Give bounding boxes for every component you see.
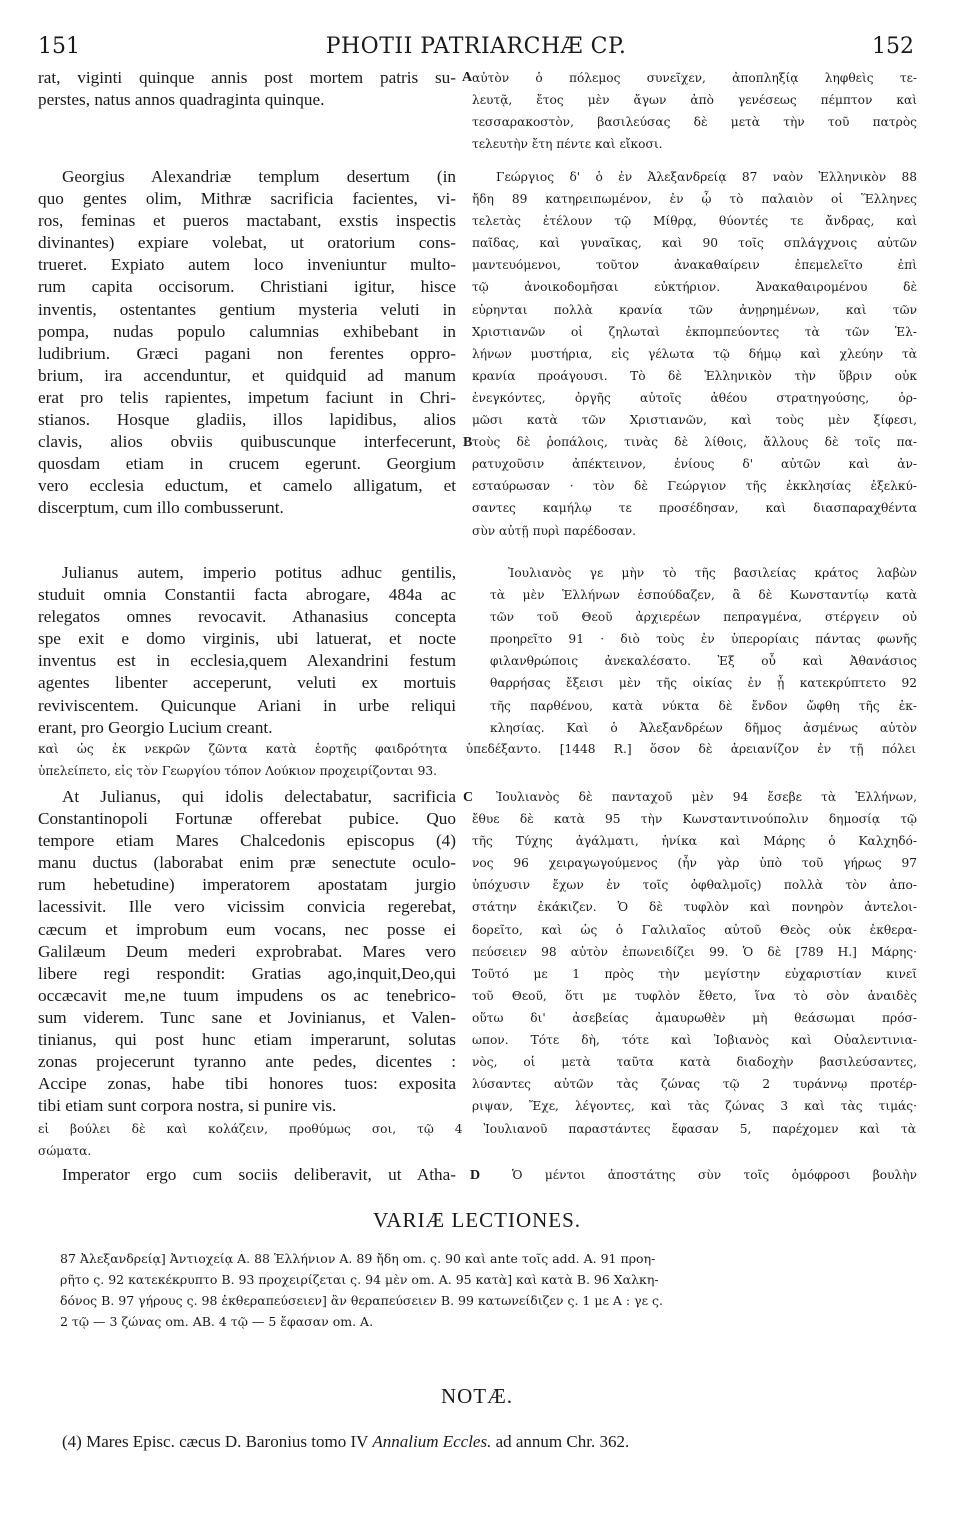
text-line: ὑπόχυσιν ἔχων ἐν τοῖς ὀφθαλμοῖς) πολλὰ τὸν ἀπο- <box>472 878 917 893</box>
variant-line: 2 τῷ — 3 ζώνας om. AB. 4 τῷ — 5 ἔφασαν om. A. <box>60 1314 374 1329</box>
margin-marker-c: C <box>463 790 474 805</box>
text-line: λήνων μυστήρια, εἰς γέλωτα τῷ δήμῳ καὶ χλεύην τὰ <box>472 346 917 361</box>
text-line: τελετὰς ἐτέλουν τῷ Μίθρᾳ, θύοντές τε ἄνδρας, καὶ <box>472 214 917 229</box>
text-line: At Julianus, qui idolis delectabatur, sacrificia <box>62 787 456 806</box>
footnote-text-end: ad annum Chr. 362. <box>491 1432 630 1451</box>
text-line: τοῦ Θεοῦ, ὅτι με τυφλὸν ἔθετο, ἵνα τὸ σὸν ἀναιδὲς <box>472 988 917 1003</box>
text-line: brium, ira accenduntur, et quidquid ad manum <box>38 365 456 385</box>
text-line: quosdam etiam in crucem egerunt. Georgium <box>38 454 456 474</box>
variant-line: 87 Ἀλεξανδρείᾳ] Ἀντιοχείᾳ A. 88 Ἑλλήνιον A. 89 ἤδη om. ς. 90 καὶ ante τοῖς add. A. 91 προη- <box>60 1251 656 1266</box>
text-line: ros, feminas et pueros mactabant, exstis inspectis <box>38 211 456 231</box>
text-line: ρατυχοῦσιν ἀπέκτεινον, ἐνίους δ' αὐτῶν καὶ ἀν- <box>472 457 917 472</box>
text-line: κλησίας. Καὶ ὁ Ἀλεξανδρέων δῆμος ἀσμένως αὐτὸν <box>490 720 917 735</box>
text-line: relegatos omnes revocavit. Athanasius concepta <box>38 607 456 627</box>
margin-marker-b: B <box>463 435 473 450</box>
text-line: Georgius Alexandriæ templum desertum (in <box>62 167 456 186</box>
running-title: PHOTII PATRIARCHÆ CP. <box>325 34 627 59</box>
text-line: νος 96 χειραγωγούμενος (ἦν γὰρ ὑπὸ τοῦ γήρως 97 <box>472 856 917 871</box>
margin-marker-d: D <box>470 1168 481 1183</box>
text-line: προηρεῖτο 91 · διὸ τοὺς ἐν ὑπερορίαις πάντας φωνῆς <box>490 632 917 647</box>
text-line: αὐτὸν ὁ πόλεμος συνεῖχεν, ἀποπληξίᾳ ληφθεὶς τε- <box>472 71 917 85</box>
text-line: lacessivit. Ille vero vicissim convicia regerebat, <box>38 897 456 917</box>
text-line: πεύσειεν 98 αὐτὸν ἐπωνειδίζει 99. Ὁ δὲ [789 H.] Μάρης· <box>472 944 917 959</box>
text-line: tempore etiam Mares Chalcedonis episcopus (4) <box>38 831 456 851</box>
footnote-text: (4) Mares Episc. cæcus D. Baronius tomo IV <box>62 1432 373 1451</box>
text-line: θαρρήσας ἔξεισι μὲν τῆς οἰκίας ἐν ᾗ κατεκρύπτετο 92 <box>490 676 917 691</box>
text-line: spe exit e domo virginis, ubi latuerat, et nocte <box>38 629 456 649</box>
text-line: τὰ μὲν Ἑλλήνων ἐσπούδαζεν, ἃ δὲ Κωνσταντίῳ κατὰ <box>490 588 917 603</box>
text-line: perstes, natus annos quadraginta quinque. <box>38 90 325 110</box>
text-line: φιλανθρώποις ἀνεκαλέσατο. Ἐξ οὗ καὶ Ἀθανάσιος <box>490 654 917 669</box>
latin-column-block-4 <box>38 786 456 1117</box>
text-line: zonas projecerunt tyranno ante pedes, dicentes : <box>38 1052 456 1072</box>
text-line: Ἰουλιανὸς γε μὴν τὸ τῆς βασιλείας κράτος λαβὼν <box>508 566 917 580</box>
notae-heading: NOTÆ. <box>440 1384 514 1408</box>
text-line: rum hebetudine) imperatorem apostatam jurgio <box>38 875 456 895</box>
text-line: inventis, ostentantes gentium mysteria veluti in <box>38 299 456 319</box>
variant-line: ρῆτο ς. 92 κατεκέκρυπτο B. 93 προχειρίζεται ς. 94 μὲν om. A. 95 κατὰ] καὶ κατὰ B. 96 Χαλκη- <box>60 1272 659 1287</box>
text-line: λύσαντες αὐτῶν τὰς ζώνας τῷ 2 τυράννῳ προτέρ- <box>472 1077 917 1092</box>
text-line: ριψαν, Ἔχε, λέγοντες, καὶ τὰς ζώνας 3 καὶ τὰς τιμάς· <box>472 1099 917 1114</box>
text-line: καὶ ὡς ἐκ νεκρῶν ζῶντα κατὰ ἑορτῆς φαιδρότητα ὑπεδέξαντο. [1448 R.] ὅσον δὲ ἀρειανίζον ἐν τῇ πόλει <box>38 742 916 756</box>
text-line: cæcum et improbum eum vocans, nec posse ei <box>38 919 456 939</box>
latin-column-last <box>38 1164 456 1186</box>
greek-column-block-4 <box>472 786 917 1117</box>
text-line: studuit omnia Constantii facta abrogare, 484a ac <box>38 585 456 605</box>
text-line: pompa, nudas populo calumnias exhibebant in <box>38 321 456 341</box>
variae-lectiones-list <box>60 1248 920 1332</box>
right-page-number: 152 <box>872 34 914 59</box>
greek-column-block-1 <box>472 67 917 155</box>
text-line: μαντευόμενοι, τοῦτον ἀνακαθαίρειν ἐπεμελεῖτο ἐπὶ <box>472 258 917 273</box>
text-line: νὸς, οἱ μετὰ ταῦτα κατὰ διαδοχὴν βασιλεύσαντες, <box>472 1055 917 1070</box>
text-line: manu ductus (laborabat enim præ senectute oculo- <box>38 853 456 873</box>
text-line: ἐνεγκόντες, ὀργῆς αὐτοῖς ἀθέου στρατηγούσης, ὁρ- <box>472 390 917 405</box>
text-line: libere regi respondit: Gratias ago,inquit,Deo,qui <box>38 963 456 983</box>
text-line: rum capita occisorum. Christiani igitur, hisce <box>38 277 456 297</box>
text-line: τοὺς δὲ ῥοπάλοις, τινὰς δὲ λίθοις, ἄλλους δὲ τοῖς πα- <box>472 435 917 450</box>
text-line: Constantinopoli Fortunæ offerebat pubice. Quo <box>38 809 456 829</box>
text-line: rat, viginti quinque annis post mortem patris su- <box>38 68 456 87</box>
text-line: σώματα. <box>38 1144 92 1158</box>
text-line: τῶν τοῦ Θεοῦ ἀρχιερέων πεπραγμένα, στέργειν οὐ <box>490 610 917 625</box>
text-line: σὺν αὐτῇ πυρὶ παρέδοσαν. <box>472 523 637 538</box>
text-line: οὕτω δι' ἀσεβείας ἀμαυρωθὲν μὴ θεάσωμαι πρόσ- <box>472 1010 917 1025</box>
text-line: tinianus, qui post hunc etiam imperarunt, solutas <box>38 1030 456 1050</box>
text-line: ludibrium. Græci pagani non ferentes oppro- <box>38 343 456 363</box>
text-line: στάτην ἐκάκιζεν. Ὁ δὲ τυφλὸν καὶ πονηρὸν ἀντελοι- <box>472 900 917 915</box>
text-line: clavis, alios obviis quibuscunque interfecerunt, <box>38 432 456 452</box>
greek-column-block-3 <box>490 562 917 739</box>
latin-column-block-3 <box>38 562 456 739</box>
text-line: κρανία προάγουσι. Τὸ δὲ Ἑλληνικὸν τὴν ὕβριν οὐκ <box>472 368 917 383</box>
text-line: erat pro telis rapientes, impetum faciunt in Chri- <box>38 387 456 407</box>
text-line: Accipe zonas, habe tibi honores tuos: exposita <box>38 1074 456 1094</box>
text-line: εὑρηνται πολλὰ κρανία τῶν ἀνῃρημένων, καὶ τῶν <box>472 302 917 317</box>
latin-column-block-2 <box>38 166 456 520</box>
text-line: Χριστιανῶν οἱ ζηλωταὶ ἐκπομπεύοντες τὰ τῶν Ἑλ- <box>472 324 917 339</box>
text-line: παῖδας, καὶ γυναῖκας, καὶ 90 τοῖς σπλάγχνοις αὐτῶν <box>472 236 917 251</box>
text-line: Julianus autem, imperio potitus adhuc gentilis, <box>62 563 456 582</box>
text-line: τῆς Τύχης ἀγάλματι, ἡνίκα καὶ Μάρης ὁ Καλχηδό- <box>472 834 917 849</box>
text-line: Ὁ μέντοι ἀποστάτης σὺν τοῖς ὁμόφροσι βουλὴν <box>512 1168 917 1182</box>
text-line: ἔθυε δὲ κατὰ 95 τὴν Κωνσταντινούπολιν δημοσίᾳ τῷ <box>472 812 917 827</box>
text-line: εἰ βούλει δὲ καὶ κολάζειν, προθύμως σοι, τῷ 4 Ἰουλιανοῦ παραστάντες ἔφασαν 5, παρέχομεν καὶ τὰ <box>38 1122 916 1136</box>
text-line: ωπον. Τότε δὴ, τότε καὶ Ἰοβιανὸς καὶ Οὐαλεντινια- <box>472 1033 917 1048</box>
left-page-number: 151 <box>38 34 80 59</box>
text-line: trueret. Expiato autem loco inveniuntur multo- <box>38 255 456 275</box>
full-width-greek-block-2 <box>38 1118 916 1162</box>
text-line: Imperator ergo cum sociis deliberavit, ut Atha- <box>62 1165 456 1184</box>
text-line: erant, pro Georgio Lucium creant. <box>38 717 273 737</box>
text-line: divinantes) expiare volebat, ut oratorium cons- <box>38 233 456 253</box>
text-line: Galilæum Deum mederi exprobrabat. Mares vero <box>38 941 456 961</box>
page-header <box>38 34 914 64</box>
text-line: tibi etiam sunt corpora nostra, si punire vis. <box>38 1096 337 1116</box>
text-line: δορεῖτο, καὶ ὡς ὁ Γαλιλαῖος αὐτοῦ Θεὸς οὐκ ἐκθερα- <box>472 922 917 937</box>
text-line: occæcavit me,ne tuum impudens os ac tenebrico- <box>38 985 456 1005</box>
text-line: τεσσαρακοστὸν, βασιλεύσας δὲ μετὰ τὴν τοῦ πατρὸς <box>472 115 917 130</box>
text-line: inventus est in ecclesia,quem Alexandrini festum <box>38 651 456 671</box>
text-line: agentes libenter acceperunt, veluti ex mortuis <box>38 673 456 693</box>
variant-line: δόνος B. 97 γήρους ς. 98 ἐκθεραπεύσειεν] ἂν θεραπεύσειεν B. 99 κατωνείδιζεν ς. 1 με A : γε ς. <box>60 1293 664 1308</box>
greek-column-block-2 <box>472 166 917 542</box>
text-line: ἤδη 89 κατηρειπωμένον, ἐν ᾧ τὸ παλαιὸν οἱ Ἕλληνες <box>472 192 917 207</box>
greek-column-last <box>512 1164 917 1186</box>
text-line: Γεώργιος δ' ὁ ἐν Ἀλεξανδρείᾳ 87 ναὸν Ἑλληνικὸν 88 <box>496 170 917 184</box>
text-line: μῶσι κατὰ τῶν Χριστιανῶν, καὶ τοὺς μὲν ξίφεσι, <box>472 413 917 428</box>
text-line: τελευτὴν ἔτη πέντε καὶ εἴκοσι. <box>472 137 663 152</box>
text-line: discerptum, cum illo combusserunt. <box>38 498 284 518</box>
latin-column-block-1 <box>38 67 456 111</box>
text-line: τῆς παρθένου, κατὰ νύκτα δὲ ἔνδον ὤφθη τῆς ἐκ- <box>490 698 917 713</box>
text-line: σαντες καμήλῳ τε προσέδησαν, καὶ διασπαραχθέντα <box>472 501 917 516</box>
text-line: λευτᾷ, ἔτος μὲν ἄγων ἀπὸ γενέσεως πέμπτον καὶ <box>472 93 917 108</box>
text-line: reviviscentem. Quicunque Ariani in urbe reliqui <box>38 695 456 715</box>
text-line: sum viderem. Tunc sane et Jovinianus, et Valen- <box>38 1007 456 1027</box>
text-line: εσταύρωσαν · τὸν δὲ Γεώργιον τῆς ἐκκλησίας ἐξελκύ- <box>472 479 917 494</box>
text-line: Ἰουλιανὸς δὲ πανταχοῦ μὲν 94 ἔσεβε τὰ Ἑλλήνων, <box>496 790 917 804</box>
text-line: stianos. Hosque gladiis, illos lapidibus, alios <box>38 410 456 430</box>
full-width-greek-block-1 <box>38 738 916 782</box>
text-line: ὑπελείπετο, εἰς τὸν Γεωργίου τόπον Λούκιον προχειρίζονται 93. <box>38 764 437 778</box>
footnote-title: Annalium Eccles. <box>372 1432 492 1451</box>
margin-marker-a: A <box>462 70 473 85</box>
variae-lectiones-heading: VARIÆ LECTIONES. <box>372 1208 582 1232</box>
text-line: τῷ ἀνοικοδομῆσαι εὐκτήριον. Ἀνακαθαιρομένου δὲ <box>472 280 917 295</box>
text-line: vero ecclesia eductum, et camelo alligatum, et <box>38 476 456 496</box>
footnote-4 <box>62 1432 922 1452</box>
text-line: Τοῦτό με 1 πρὸς τὴν μεγίστην εὐχαριστίαν κινεῖ <box>472 966 917 981</box>
text-line: quo gentes olim, Mithræ sacrificia facientes, vi- <box>38 189 456 209</box>
